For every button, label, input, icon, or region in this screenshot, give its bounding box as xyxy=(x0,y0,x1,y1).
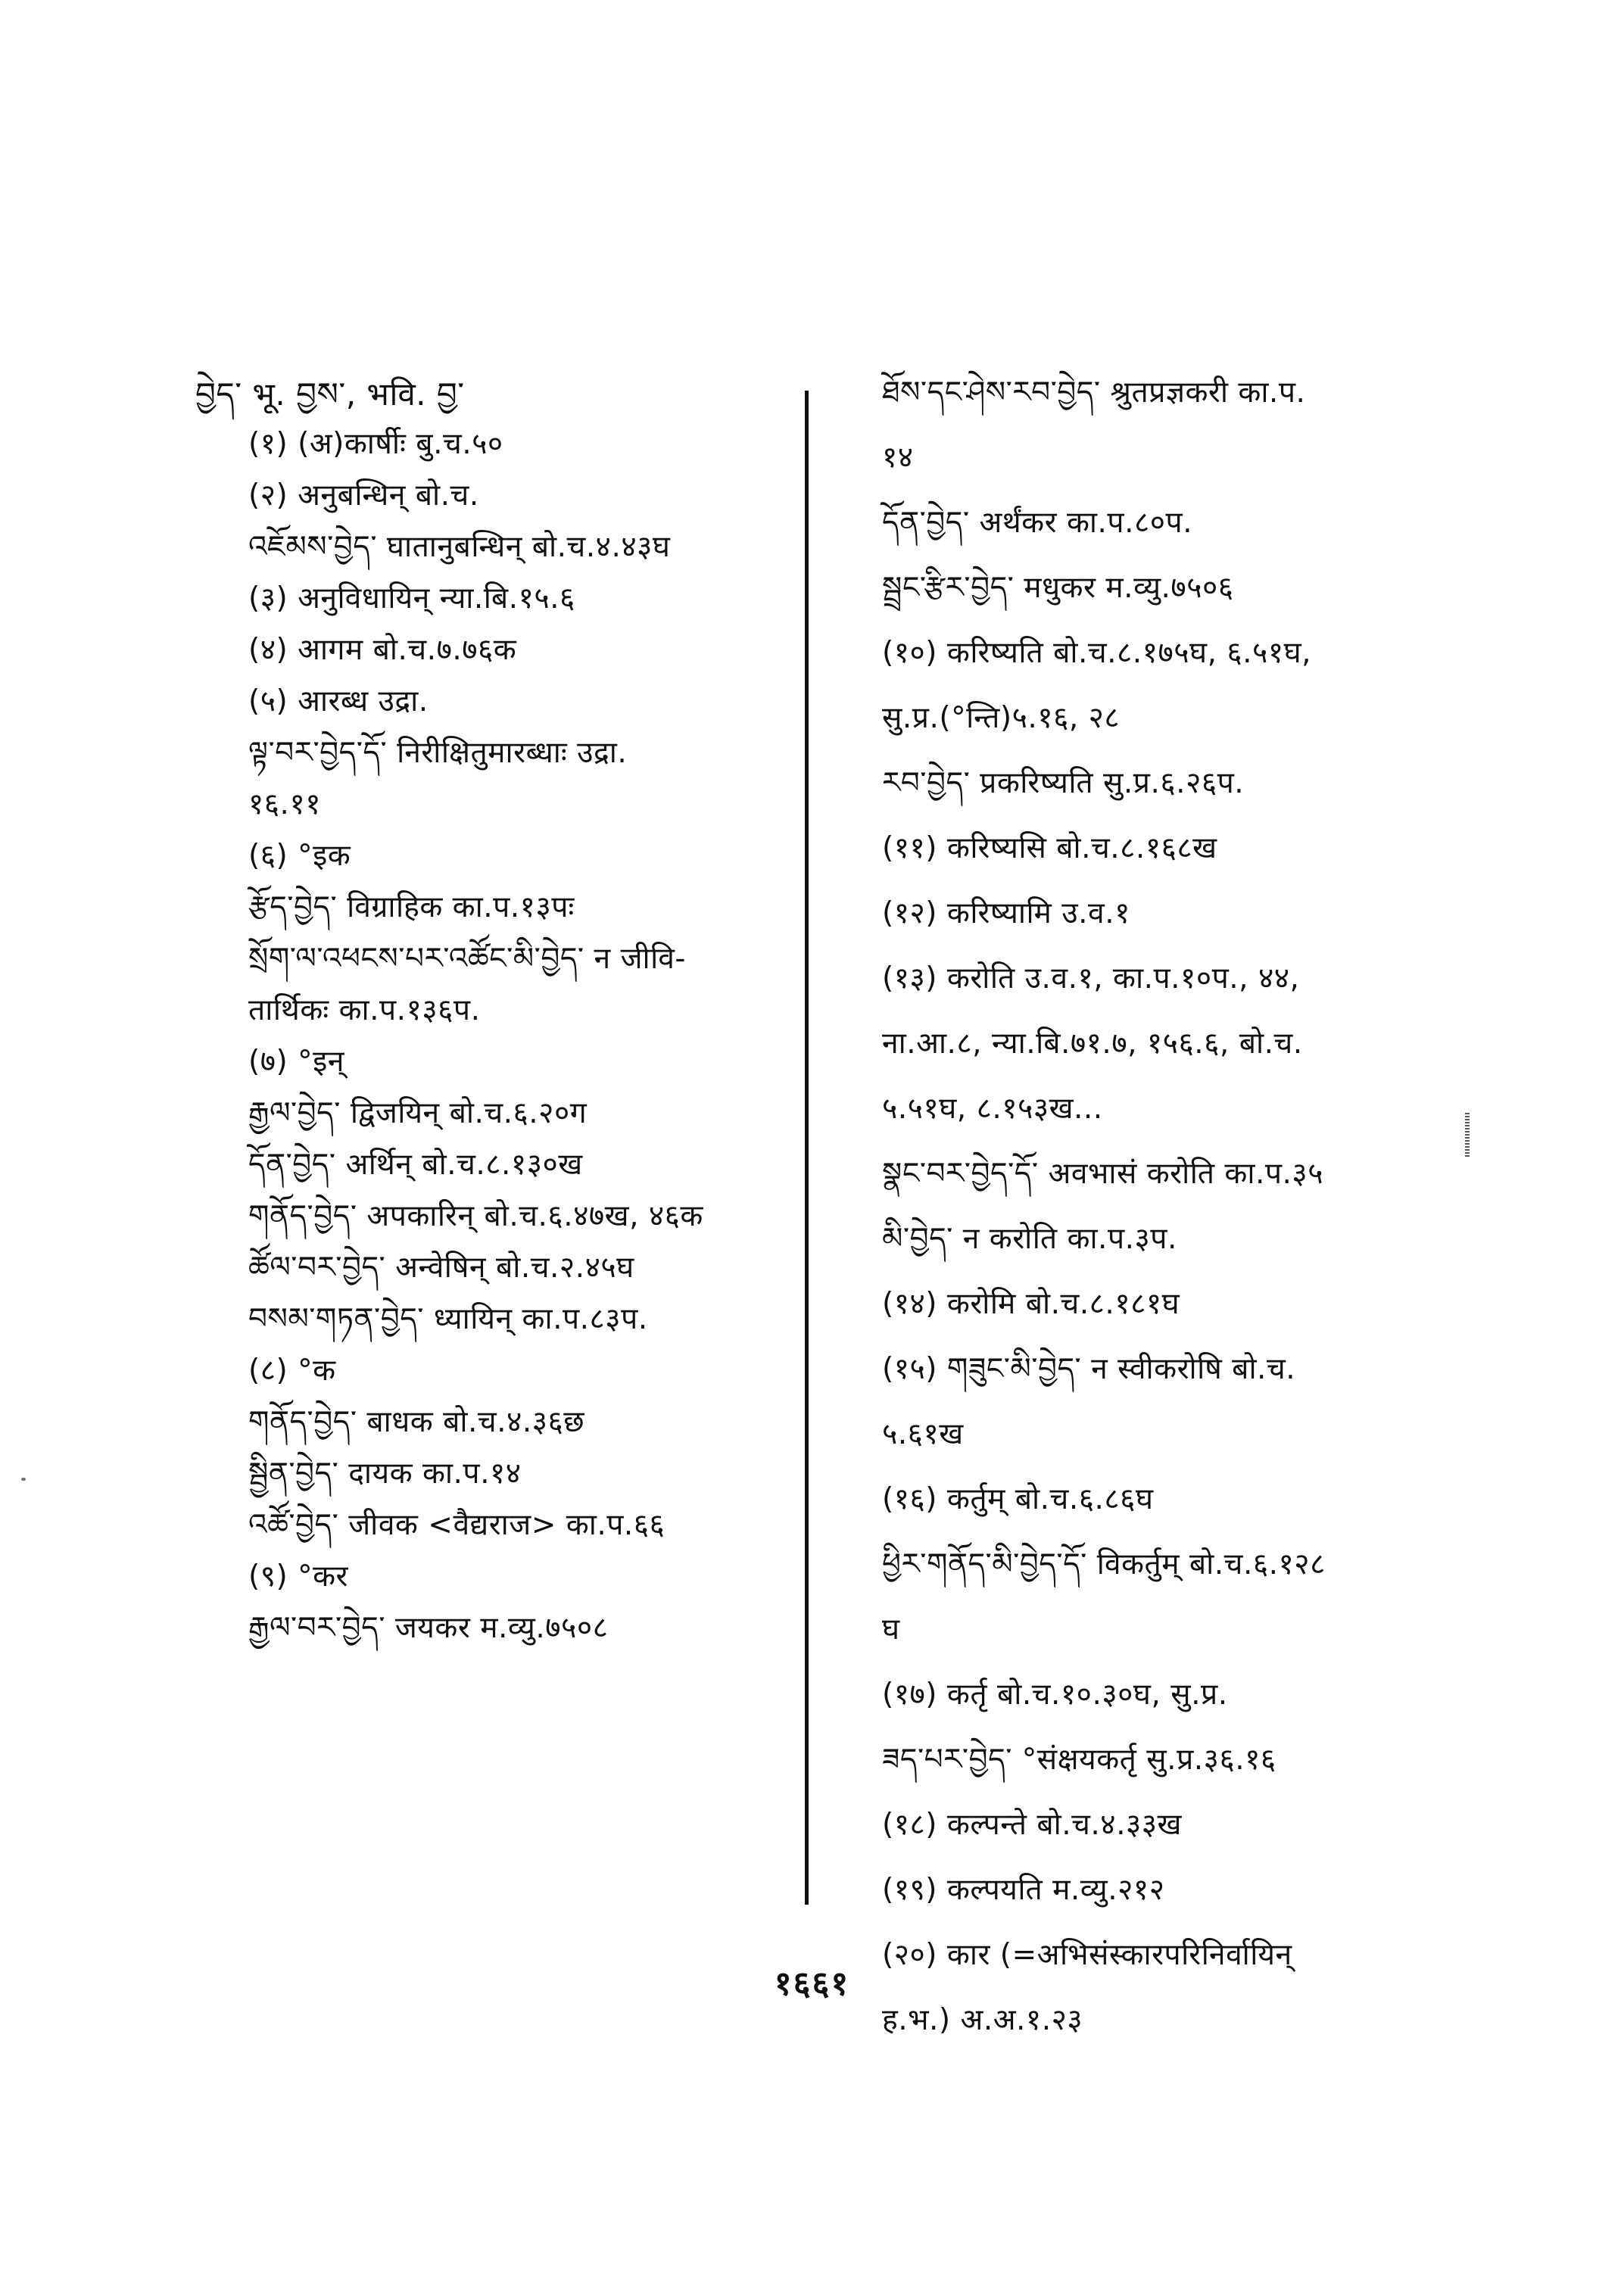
entry-line: (११) करिष्यसि बो.च.८.१६८ख xyxy=(882,831,1217,865)
right-column xyxy=(882,371,1457,2064)
entry-line: སྦྱིན་བྱེད་ दायक का.प.१४ xyxy=(248,1456,522,1491)
entry-line: བསམ་གཏན་བྱེད་ ध्यायिन् का.प.८३प. xyxy=(248,1302,648,1336)
entry-line: (५) आरब्ध उद्रा. xyxy=(248,684,429,718)
entry-line: སྣང་བར་བྱེད་དོ་ अवभासं करोति का.प.३५ xyxy=(882,1157,1323,1191)
entry-line: (२०) कार (=अभिसंस्कारपरिनिर्वायिन् xyxy=(882,1938,1292,1972)
entry-line: (१६) कर्तुम् बो.च.६.८६घ xyxy=(882,1482,1154,1516)
entry-line: (१४) करोमि बो.च.८.१८१घ xyxy=(882,1287,1180,1321)
entry-line: सु.प्र.(°न्ति)५.१६, २८ xyxy=(882,701,1121,735)
entry-line: གནོད་བྱེད་ अपकारिन् बो.च.६.४७ख, ४६क xyxy=(248,1199,703,1233)
entry-line: སྦྲང་རྩིར་བྱེད་ मधुकर म.व्यु.७५०६ xyxy=(882,571,1234,605)
entry-line: (१२) करिष्यामि उ.व.१ xyxy=(882,896,1130,930)
entry-line: རྩོད་བྱེད་ विग्राहिक का.प.१३पः xyxy=(248,890,575,924)
entry-line: ཐོས་དང་ཤེས་རབ་བྱེད་ श्रुतप्रज्ञकरी का.प. xyxy=(882,375,1306,410)
entry-line: གནོད་བྱེད་ बाधक बो.च.४.३६छ xyxy=(248,1405,585,1439)
entry-line: འཇོམས་བྱེད་ घातानुबन्धिन् बो.च.४.४३घ xyxy=(248,530,671,564)
entry-line: (१९) कल्पयति म.व्यु.२१२ xyxy=(882,1873,1165,1907)
entry-line: तार्थिकः का.प.१३६प. xyxy=(248,993,481,1027)
left-column xyxy=(195,371,801,1658)
entry-line: དོན་བྱེད་ अर्थंकर का.प.८०प. xyxy=(882,506,1193,540)
entry-line: (१०) करिष्यति बो.च.८.१७५घ, ६.५१घ, xyxy=(882,636,1312,670)
entry-line: ཟད་པར་བྱེད་ °संक्षयकर्तृ सु.प्र.३६.१६ xyxy=(882,1743,1276,1777)
entry-headword: བྱེད་ भू. བྱས་, भवि. བྱ་ xyxy=(195,375,465,413)
entry-line: (२) अनुबन्धिन् बो.च. xyxy=(248,478,479,512)
entry-line: १४ xyxy=(882,441,914,475)
scan-speck xyxy=(21,1478,26,1481)
entry-line: घ xyxy=(882,1612,900,1647)
entry-line: སྲོག་ལ་འཕངས་པར་འཚོང་མི་བྱེད་ न जीवि- xyxy=(248,942,686,976)
entry-line: ५.५१घ, ८.१५३ख... xyxy=(882,1092,1103,1126)
entry-line: ५.६१ख xyxy=(882,1417,964,1451)
entry-line: ལྟ་བར་བྱེད་དོ་ निरीक्षितुमारब्धाः उद्रा. xyxy=(248,736,628,770)
margin-scan-mark xyxy=(1465,1113,1470,1158)
entry-line: (१३) करोति उ.व.१, का.प.१०प., ४४, xyxy=(882,961,1300,995)
entry-line: (६) °इक xyxy=(248,839,351,873)
column-divider xyxy=(805,391,809,1905)
entry-line: (१७) कर्तृ बो.च.१०.३०घ, सु.प्र. xyxy=(882,1678,1228,1712)
entry-line: རྒྱལ་བྱེད་ द्विजयिन् बो.च.६.२०ग xyxy=(248,1096,588,1130)
entry-line: (१५) གཟུང་མི་བྱེད་ न स्वीकरोषि बो.च. xyxy=(882,1352,1296,1386)
entry-line: (८) °क xyxy=(248,1354,336,1388)
entry-line: ཚོལ་བར་བྱེད་ अन्वेषिन् बो.च.२.४५घ xyxy=(248,1251,634,1285)
entry-line: ह.भ.) अ.अ.१.२३ xyxy=(882,2003,1083,2037)
entry-line: རྒྱལ་བར་བྱེད་ जयकर म.व्यु.७५०८ xyxy=(248,1611,609,1645)
entry-line: ཕྱིར་གནོད་མི་བྱེད་དོ་ विकर्तुम् बो.च.६.१२८ xyxy=(882,1547,1326,1581)
entry-line: (७) °इन् xyxy=(248,1045,344,1079)
entry-line: (१) (अ)कार्षीः बु.च.५० xyxy=(248,427,503,461)
entry-line: (१८) कल्पन्ते बो.च.४.३३ख xyxy=(882,1808,1182,1842)
entry-line: (४) आगम बो.च.७.७६क xyxy=(248,633,517,667)
entry-line: (९) °कर xyxy=(248,1559,349,1594)
entry-line: ना.आ.८, न्या.बि.७१.७, १५६.६, बो.च. xyxy=(882,1027,1303,1061)
entry-line: འཚོ་བྱེད་ जीवक <वैद्यराज> का.प.६६ xyxy=(248,1508,665,1542)
entry-line: མི་བྱེད་ न करोति का.प.३प. xyxy=(882,1222,1177,1256)
page-number: १६६१ xyxy=(774,1964,850,2003)
entry-line: (३) अनुविधायिन् न्या.बि.१५.६ xyxy=(248,581,575,615)
entry-line: १६.११ xyxy=(248,787,322,821)
entry-line: རབ་བྱེད་ प्रकरिष्यति सु.प्र.६.२६प. xyxy=(882,766,1245,800)
entry-line: དོན་བྱེད་ अर्थिन् बो.च.८.१३०ख xyxy=(248,1148,583,1182)
